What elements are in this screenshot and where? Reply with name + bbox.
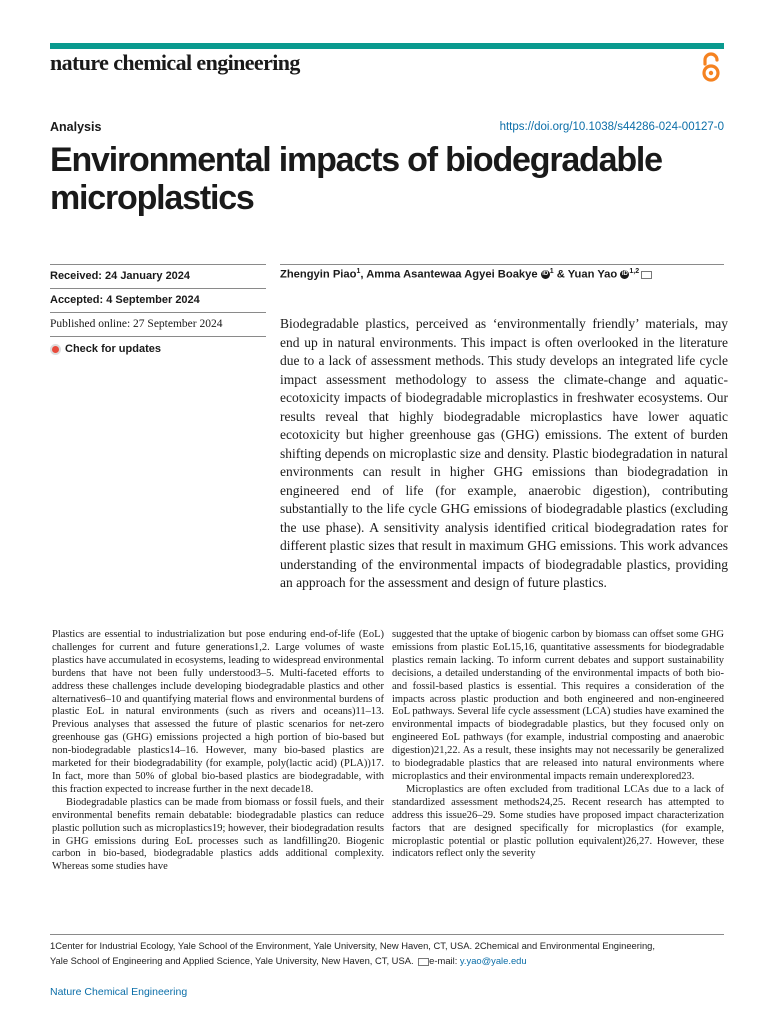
header-accent-bar — [50, 43, 724, 49]
body-column-left — [52, 629, 384, 874]
author-affiliation: 1 — [549, 268, 554, 275]
author-affiliation: 1 — [356, 268, 361, 275]
article-type: Analysis — [50, 120, 102, 134]
body-paragraph: Biodegradable plastics can be made from biomass or fossil fuels, and their environmental benefits remain debatable: biodegradable plastics can reduce plastic pollution such as microplastics19; however, their biodegradation results in GHG emissions during EoL processes such as landfilling20. Biogenic carbon in bio-based, biodegradable plastics adds additional complexity. Whereas some studies have — [52, 796, 384, 873]
author-name[interactable]: Zhengyin Piao — [280, 268, 357, 281]
orcid-icon[interactable]: iD — [542, 271, 549, 278]
received-date: Received: 24 January 2024 — [50, 270, 191, 282]
affiliations-footnote — [50, 938, 724, 968]
published-date: Published online: 27 September 2024 — [50, 318, 223, 330]
email-label: e-mail: — [429, 955, 458, 966]
email-icon — [418, 958, 429, 966]
footer-journal-link[interactable]: Nature Chemical Engineering — [50, 986, 188, 998]
footnote-line — [50, 953, 724, 968]
author-separator: , — [360, 268, 367, 281]
article-title: Environmental impacts of biodegradable microplastics — [50, 141, 662, 217]
check-for-updates-button[interactable] — [50, 337, 266, 355]
body-column-right — [392, 629, 724, 861]
author-separator: & — [553, 268, 568, 281]
author-affiliation: 1,2 — [629, 268, 640, 275]
divider — [50, 934, 724, 935]
check-updates-label: Check for updates — [65, 343, 161, 355]
divider — [280, 264, 724, 265]
footnote-text: Yale School of Engineering and Applied Science, Yale University, New Haven, CT, USA. — [50, 955, 414, 966]
article-history — [50, 264, 266, 355]
author-list — [280, 268, 724, 281]
footnote-line: 1Center for Industrial Ecology, Yale School of the Environment, Yale University, New Haven, CT, USA. 2Chemical and Environmental Engineering, — [50, 940, 655, 951]
body-paragraph: Microplastics are often excluded from traditional LCAs due to a lack of standardized assessment methods24,25. Recent research has attempted to address this issue26–29. Some studies have proposed impact characterization factors that are designed specifically for microplastics (for example, microplastic potential or plastic pollution equivalent)26,27. However, these indicators reflect only the severity — [392, 783, 724, 860]
open-access-icon — [700, 52, 722, 84]
check-updates-icon — [50, 344, 61, 355]
accepted-date: Accepted: 4 September 2024 — [50, 294, 200, 306]
doi-link[interactable]: https://doi.org/10.1038/s44286-024-00127-0 — [499, 121, 724, 133]
orcid-icon[interactable]: iD — [621, 271, 628, 278]
journal-name[interactable]: nature chemical engineering — [50, 50, 300, 75]
body-paragraph: suggested that the uptake of biogenic carbon by biomass can offset some GHG emissions from plastic EoL15,16, quantitative assessments for biodegradable plastics remain lacking. To inform current debates and support sustainability decisions, a detailed understanding of the environmental impacts of both bio- and fossil-based plastics is essential. This requires a consideration of the impacts across plastic production and both engineered and non-engineered EoL pathways. Several life cycle assessment (LCA) studies have examined the environmental impacts of biodegradable plastics, but they focused only on engineered EoL pathways (for example, industrial composting and anaerobic digestion)21,22. As a result, these insights may not necessarily be generalized to biodegradable plastics that are released into natural environments where microplastics and their environmental impacts remain underexplored23. — [392, 629, 724, 782]
author-name[interactable]: Amma Asantewaa Agyei Boakye — [366, 268, 538, 281]
author-name[interactable]: Yuan Yao — [567, 268, 618, 281]
email-link[interactable]: y.yao@yale.edu — [459, 955, 527, 966]
abstract: Biodegradable plastics, perceived as ‘environmentally friendly’ materials, may end up in natural environments. This impact is often overlooked in the literature due to a lack of assessment methods. This study develops an integrated life cycle impact assessment methodology to assess the climate-change and aquatic-ecotoxicity impacts of biodegradable microplastics in freshwater ecosystems. Our results reveal that highly biodegradable microplastics have lower aquatic ecotoxicity but higher greenhouse gas (GHG) emissions. The extent of burden shifting depends on microplastic size and density. Plastic biodegradation in natural environments can result in higher GHG emissions than biodegradation in engineered end of life (for example, anaerobic digestion), contributing substantially to the life cycle GHG emissions of biodegradable plastics (excluding the use phase). A sensitivity analysis identified critical biodegradation rates for different plastic sizes that result in maximum GHG emissions. This work advances understanding of the environmental impacts of biodegradable plastics, providing an approach for the assessment and design of future plastics. — [280, 316, 728, 590]
body-paragraph: Plastics are essential to industrialization but pose enduring end-of-life (EoL) challenges for current and future generations1,2. Large volumes of waste plastics have accumulated in ecosystems, leading to widespread environmental burdens that have not been fully understood3–5. Multi-faceted efforts to address these challenges include developing biodegradable plastics and other alternatives6–10 and quantifying material flows and environmental burdens of plastic EoL in natural environments (such as rivers and oceans)11–13. Previous analyses that assessed the future of plastic scenarios for net-zero greenhouse gas (GHG) emissions projected a high portion of bio-based but non-biodegradable plastics14–16. However, many bio-based plastics are marketed for their biodegradability (for example, poly(lactic acid) (PLA))17. In fact, more than 50% of global bio-based plastics are biodegradable, with this fraction expected to increase further in the next decade18. — [52, 629, 384, 795]
email-icon[interactable] — [641, 271, 652, 279]
